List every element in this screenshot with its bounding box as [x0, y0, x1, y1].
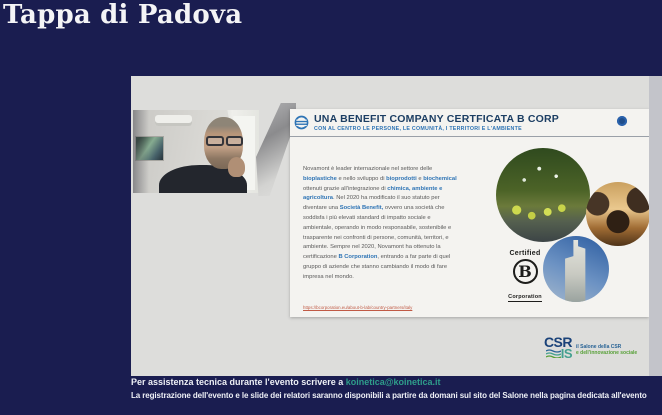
csr-text: CSR	[543, 334, 572, 350]
presenter-glasses	[206, 136, 243, 146]
footer-recording-line: La registrazione dell'evento e le slide dei relatori saranno disponibili a partire da domani sul sito del Salone nella pagina dedicata all'evento	[131, 390, 647, 400]
webcam-video	[133, 110, 259, 193]
photo-handshake-circle	[586, 182, 650, 246]
csr-caption-line1: il Salone della CSR	[576, 344, 622, 350]
support-email-link[interactable]: koinetica@koinetica.it	[345, 377, 441, 387]
bcorp-corporation-label: Corporation	[508, 294, 542, 300]
footer-info-bar	[131, 377, 662, 400]
slide-subtitle: CON AL CENTRO LE PERSONE, LE COMUNITÀ, I TERRITORI E L'AMBIENTE	[314, 126, 522, 132]
novamont-logo-icon	[294, 115, 309, 130]
slide-paragraph: Novamont è leader internazionale nel settore delle bioplastiche e nello sviluppo di bioprodotti e biochemical ottenuti grazie all'integrazione di chimica, ambiente e agricoltura. Nel 2020 ha modificato il suo statuto per diventare una Società Benefit, ovvero una società che soddisfa i più elevati standard di impatto sociale e ambientale, operando in modo responsabile, sostenibile e trasparente nei confronti di persone, comunità, territori, e ambiente. Sempre nel 2020, Novamont ha ottenuto la certificazione B Corporation, entrando a far parte di quel gruppo di aziende che stanno cambiando il modo di fare impresa nel mondo.	[303, 166, 457, 280]
bcorp-b-icon: B	[513, 259, 538, 284]
photo-building-circle	[543, 236, 609, 302]
glasses-lens	[206, 136, 224, 146]
presenter-hand	[228, 157, 245, 177]
presentation-slide	[290, 109, 649, 317]
building-tower	[563, 240, 589, 302]
photo-plants-circle	[496, 148, 590, 242]
footer-assistance-text: Per assistenza tecnica durante l'evento scrivere a	[131, 377, 346, 387]
waves-icon	[546, 349, 561, 358]
is-text: IS	[560, 346, 572, 361]
csr-salone-logo	[538, 335, 637, 360]
share-right-strip	[649, 76, 662, 376]
slide-title: UNA BENEFIT COMPANY CERTFICATA B CORP	[314, 113, 560, 125]
slide-page-badge	[617, 116, 627, 126]
glasses-lens	[226, 136, 244, 146]
slide-header	[290, 109, 649, 137]
page-title: Tappa di Padova	[3, 0, 243, 30]
screen-share-area	[131, 76, 662, 376]
footer-assistance-line	[131, 377, 662, 387]
air-conditioner	[155, 115, 192, 126]
bcorp-certified-logo	[505, 250, 545, 303]
bcorp-certified-label: Certified	[509, 250, 541, 257]
csr-caption-line2: e dell'innovazione sociale	[576, 350, 638, 357]
slide-link[interactable]: https://bcorporation.eu/about-b-lab/country-partners/italy	[303, 305, 413, 310]
video-left-shadow	[133, 110, 149, 193]
